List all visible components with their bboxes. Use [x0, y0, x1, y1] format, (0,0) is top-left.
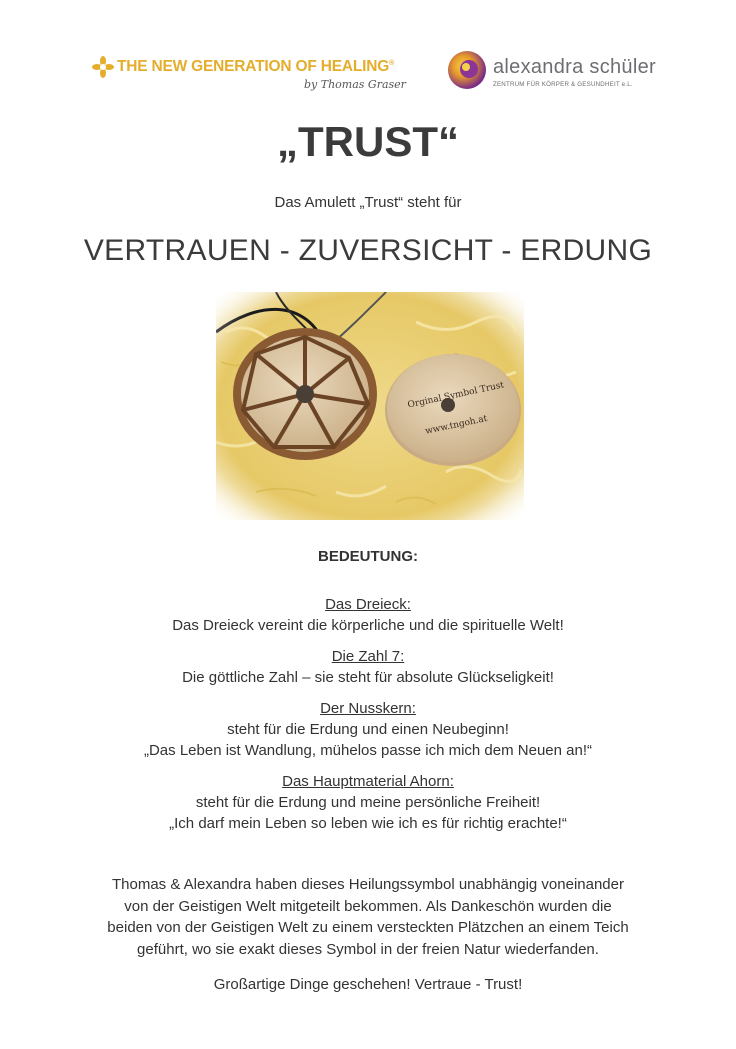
header-logos: [0, 0, 736, 110]
story-paragraph: [80, 874, 656, 960]
meanings-list: [0, 594, 736, 844]
meaning-item: [0, 594, 736, 636]
page-title: „TRUST“: [277, 118, 459, 165]
story-line: beiden von der Geistigen Welt zu einem versteckten Plätzchen an einem Teich: [107, 919, 629, 936]
circle-logo-icon: [447, 50, 487, 90]
meaning-line: steht für die Erdung und meine persönliche Freiheit!: [195, 794, 541, 811]
brand-byline: by Thomas Graser: [304, 78, 406, 91]
section-heading: BEDEUTUNG:: [318, 548, 418, 565]
logo-name: alexandra schüler: [493, 56, 656, 78]
meaning-line: Das Dreieck vereint die körperliche und die spirituelle Welt!: [172, 617, 564, 634]
meaning-heading: Der Nusskern:: [320, 700, 416, 717]
closing-line: Großartige Dinge geschehen! Vertraue - Trust!: [213, 976, 523, 993]
amulet-photo: [216, 292, 524, 520]
meaning-heading: Das Dreieck:: [325, 596, 411, 613]
meaning-heading: Die Zahl 7:: [331, 648, 405, 665]
amulet-image: [216, 292, 524, 520]
meaning-line: Die göttliche Zahl – sie steht für absolute Glückseligkeit!: [182, 669, 554, 686]
story-line: Thomas & Alexandra haben dieses Heilungssymbol unabhängig voneinander: [111, 876, 624, 893]
logo-subtitle: ZENTRUM FÜR KÖRPER & GESUNDHEIT e.L.: [493, 81, 633, 88]
meaning-line: steht für die Erdung und einen Neubeginn!: [227, 721, 509, 738]
meaning-heading: Das Hauptmaterial Ahorn:: [282, 773, 454, 790]
meaning-item: [0, 698, 736, 761]
brand-name: THE NEW GENERATION OF HEALING®: [117, 58, 395, 75]
story-line: geführt, wo sie exakt dieses Symbol in der freien Natur wiederfanden.: [137, 940, 599, 958]
story-line: von der Geistigen Welt mitgeteilt bekommen. Als Dankeschön wurden die: [124, 897, 612, 915]
meaning-line: „Ich darf mein Leben so leben wie ich es für richtig erachte!“: [169, 815, 567, 832]
meaning-line: „Das Leben ist Wandlung, mühelos passe ich mich dem Neuen an!“: [143, 742, 592, 759]
keywords-heading: VERTRAUEN - ZUVERSICHT - ERDUNG: [83, 234, 653, 267]
flower-icon: [92, 56, 114, 78]
intro-text: Das Amulett „Trust“ steht für: [274, 194, 462, 211]
meaning-item: [0, 646, 736, 688]
meaning-item: [0, 771, 736, 834]
